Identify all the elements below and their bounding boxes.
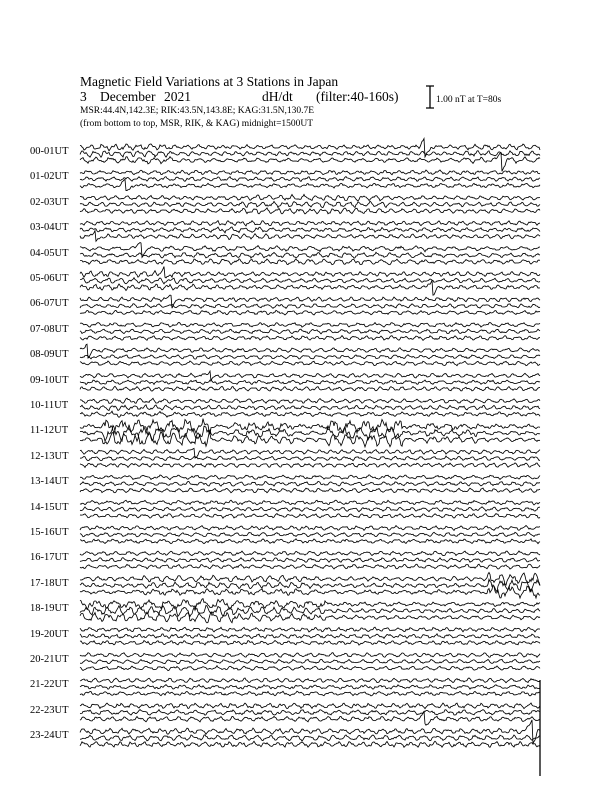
hour-label: 11-12UT xyxy=(30,425,69,437)
hour-label: 10-11UT xyxy=(30,400,69,411)
trace-rik xyxy=(80,304,540,309)
hour-label: 02-03UT xyxy=(30,196,69,208)
hour-label: 01-02UT xyxy=(30,171,69,183)
hour-label: 08-09UT xyxy=(30,349,69,361)
trace-rik xyxy=(80,201,540,208)
trace-msr xyxy=(80,208,540,214)
trace-rik xyxy=(80,405,540,411)
trace-rik xyxy=(80,532,540,537)
trace-msr xyxy=(80,259,540,265)
hour-label: 13-14UT xyxy=(30,476,69,488)
trace-msr xyxy=(80,336,540,341)
chart-date-line xyxy=(80,89,398,105)
trace-rik xyxy=(80,634,540,639)
hour-label: 14-15UT xyxy=(30,501,69,513)
trace-rik xyxy=(80,558,540,563)
trace-rik xyxy=(80,482,540,487)
trace-msr xyxy=(80,564,540,569)
chart-title: Magnetic Field Variations at 3 Stations in Japan xyxy=(80,74,339,89)
trace-kag xyxy=(80,500,540,505)
trace-rik xyxy=(80,605,540,616)
hour-label: 18-19UT xyxy=(30,603,69,615)
trace-kag xyxy=(80,398,540,403)
filter-label: (filter:40-160s) xyxy=(316,89,399,104)
date-year: 2021 xyxy=(164,89,191,104)
hour-label: 03-04UT xyxy=(30,222,69,234)
hour-label: 23-24UT xyxy=(30,730,69,742)
trace-rik xyxy=(80,329,540,334)
trace-kag xyxy=(80,322,540,327)
trace-msr xyxy=(80,310,540,315)
trace-rik xyxy=(80,177,540,182)
trace-kag xyxy=(80,194,540,200)
trace-msr xyxy=(80,488,540,493)
date-month: December xyxy=(100,89,156,104)
trace-kag xyxy=(80,678,540,683)
trace-msr xyxy=(80,463,540,468)
trace-rik xyxy=(80,278,540,284)
trace-msr xyxy=(80,179,540,190)
trace-msr xyxy=(80,361,540,366)
trace-kag xyxy=(80,703,540,709)
trace-kag xyxy=(80,243,540,258)
trace-kag xyxy=(80,267,540,278)
trace-msr xyxy=(80,641,540,646)
hour-label: 19-20UT xyxy=(30,628,69,640)
trace-rik xyxy=(80,456,540,461)
trace-msr xyxy=(80,666,540,671)
trace-rik xyxy=(80,507,540,512)
trace-rik xyxy=(80,380,540,385)
trace-msr xyxy=(80,691,540,696)
trace-kag xyxy=(80,221,540,226)
trace-rik xyxy=(80,735,540,741)
scale-bar xyxy=(426,86,434,108)
trace-rik xyxy=(80,227,540,233)
hour-label: 05-06UT xyxy=(30,273,69,284)
trace-rik xyxy=(80,659,540,663)
date-day: 3 xyxy=(80,89,87,104)
trace-kag xyxy=(80,573,540,586)
trace-rik xyxy=(80,710,540,716)
trace-rik xyxy=(80,355,540,359)
trace-msr xyxy=(80,280,540,295)
trace-msr xyxy=(80,386,540,391)
hour-label: 17-18UT xyxy=(30,577,69,589)
hour-label: 16-17UT xyxy=(30,552,69,564)
trace-order-note: (from bottom to top, MSR, RIK, & KAG) midnight=1500UT xyxy=(80,119,314,129)
quantity-label: dH/dt xyxy=(262,89,293,104)
trace-msr xyxy=(80,585,540,598)
trace-kag xyxy=(80,371,540,381)
station-coordinates: MSR:44.4N,142.3E; RIK:43.5N,143.8E; KAG:31.5N,130.7E xyxy=(80,106,315,116)
hour-label: 09-10UT xyxy=(30,374,69,386)
hour-label: 20-21UT xyxy=(30,654,69,665)
trace-kag xyxy=(80,551,540,556)
trace-rik xyxy=(80,685,540,690)
trace-kag xyxy=(80,526,540,531)
trace-msr xyxy=(80,539,540,544)
trace-rik xyxy=(80,151,540,158)
trace-msr xyxy=(80,514,540,519)
trace-kag xyxy=(80,599,540,611)
hour-label: 04-05UT xyxy=(30,247,69,259)
hour-label: 07-08UT xyxy=(30,323,69,335)
trace-msr xyxy=(80,411,540,417)
trace-msr xyxy=(80,612,540,623)
hour-label: 15-16UT xyxy=(30,527,69,538)
trace-kag xyxy=(80,653,540,658)
trace-kag xyxy=(80,627,540,632)
hour-label: 22-23UT xyxy=(30,704,69,716)
trace-kag xyxy=(80,170,540,175)
scale-bar-label: 1.00 nT at T=80s xyxy=(436,95,502,105)
hour-label: 12-13UT xyxy=(30,450,69,462)
trace-kag xyxy=(80,475,540,480)
trace-msr xyxy=(80,231,540,242)
hour-label: 21-22UT xyxy=(30,679,69,691)
trace-msr xyxy=(80,741,540,747)
hour-label: 00-01UT xyxy=(30,146,69,157)
hour-label: 06-07UT xyxy=(30,298,69,310)
trace-rik xyxy=(80,252,540,258)
